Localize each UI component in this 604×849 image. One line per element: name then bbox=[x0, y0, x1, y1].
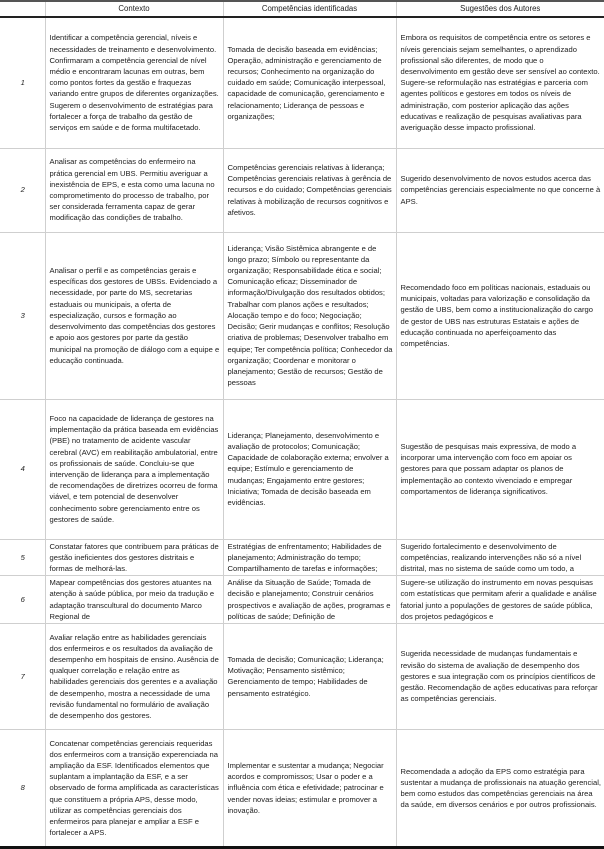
cell-competencias: Liderança; Planejamento, desenvolvimento e avaliação de protocolos; Comunicação; Capacidade de colaboração externa; envolver a equipe; Estímulo e gerenciamento de mudanças; Engajamento entre gestores; Iniciativa; Tomada de decisão baseada em evidências. bbox=[223, 399, 396, 539]
table-row bbox=[0, 148, 604, 232]
cell-contexto: Constatar fatores que contribuem para práticas de gestão ineficientes dos gestores distritais e formas de melhorá-las. bbox=[45, 539, 223, 576]
cell-contexto: Mapear competências dos gestores atuantes na atenção à saúde pública, por meio da tradução e adaptação transcultural do documento Marco Regional de bbox=[45, 576, 223, 624]
cell-sugestoes: Sugerido desenvolvimento de novos estudos acerca das competências gerenciais especialmente no que concerne à APS. bbox=[396, 148, 604, 232]
cell-contexto: Foco na capacidade de liderança de gestores na implementação da prática baseada em evidências (PBE) no tratamento de acidente vascular cerebral (AVC) em reabilitação ambulatorial, entre os profissionais de saúde. Concluiu-se que intervenção de liderança para a implementação de recomendações de diretrizes ocorreu de forma viável, e tem potencial de desenvolver conhecimento sobre gerenciamento entre os gestores de saúde. bbox=[45, 399, 223, 539]
row-number: 3 bbox=[0, 232, 45, 399]
table-row bbox=[0, 232, 604, 399]
row-number: 8 bbox=[0, 729, 45, 847]
cell-sugestoes: Sugerido fortalecimento e desenvolvimento de competências, realizando intervenções não só a nível distrital, mas no sistema de saúde como um todo, a bbox=[396, 539, 604, 576]
cell-sugestoes: Embora os requisitos de competência entre os setores e níveis gerenciais sejam semelhantes, o aprendizado profissional são diferentes, de modo que o desenvolvimento em gestão deve ser sensível ao contexto. Sugere-se reformulação nas estratégias e parceria com agentes políticos e gestores em todos os níveis de administração, com posterior aplicação das ações educativas e realização de pesquisas avaliativas para averiguação desse impacto profissional. bbox=[396, 17, 604, 148]
cell-contexto: Avaliar relação entre as habilidades gerenciais dos enfermeiros e os resultados da avaliação de desempenho em hospitais de ensino. Ausência de qualquer correlação e relação entre as habilidades gerenciais dos gerentes e a avaliação de desempenho, mostra a necessidade de uma revisão fundamental no formulário de avaliação de desempenho dos gestores. bbox=[45, 623, 223, 729]
row-number: 5 bbox=[0, 539, 45, 576]
cell-sugestoes: Sugere-se utilização do instrumento em novas pesquisas com estatísticas que permitam aferir a qualidade e análise fatorial junto a populações de gestores de saúde pública, dos projetos pedagógicos e bbox=[396, 576, 604, 624]
table-row bbox=[0, 399, 604, 539]
cell-competencias: Implementar e sustentar a mudança; Negociar acordos e compromissos; Usar o poder e a influência com ética e efetividade; patrocinar e vender novas ideias; estimular e promover a inovação. bbox=[223, 729, 396, 847]
cell-competencias: Estratégias de enfrentamento; Habilidades de planejamento; Administração do tempo; Compartilhamento de tarefas e informações; bbox=[223, 539, 396, 576]
cell-sugestoes: Recomendada a adoção da EPS como estratégia para sustentar a mudança de profissionais na atuação gerencial, bem como estudos das competências gerenciais na área da saúde, em diversos cenários e por outros profissionais. bbox=[396, 729, 604, 847]
cell-sugestoes: Sugerida necessidade de mudanças fundamentais e revisão do sistema de avaliação de desempenho dos gestores e sua integração com os princípios científicos de gestão. Recomendação de ações educativas para reforçar as competências gerenciais. bbox=[396, 623, 604, 729]
row-number: 1 bbox=[0, 17, 45, 148]
table-row bbox=[0, 17, 604, 148]
cell-contexto: Analisar o perfil e as competências gerais e específicas dos gestores de UBSs. Evidenciado a necessidade, por parte do MS, secretarias estaduais ou municipais, a oferta de especialização, cursos e formação ao desenvolvimento das competências dos gestores e apoio aos gestores por parte da gestão municipal na promoção de diálogo com a equipe e educação continuada. bbox=[45, 232, 223, 399]
cell-contexto: Concatenar competências gerenciais requeridas dos enfermeiros com a transição experenciada na ampliação da ESF. Identificados elementos que suplantam a implantação da ESF, e a ser observado de forma amplificada as características que constituem a própria APS, desse modo, utilizar as competências gerenciais dos enfermeiros para planejar e ampliar a ESF e fortalecer a APS. bbox=[45, 729, 223, 847]
row-number: 7 bbox=[0, 623, 45, 729]
cell-sugestoes: Recomendado foco em políticas nacionais, estaduais ou municipais, voltadas para valorização e consolidação da gestão de UBS, bem como a institucionalização do cargo de gestor de UBS nas estruturas Estatais e ações de educação continuada no aperfeiçoamento das competências. bbox=[396, 232, 604, 399]
table-row bbox=[0, 576, 604, 624]
cell-competencias: Análise da Situação de Saúde; Tomada de decisão e planejamento; Construir cenários prospectivos e avaliação de ações, programas e políticas de saúde; Definição de bbox=[223, 576, 396, 624]
header-sugestoes: Sugestões dos Autores bbox=[396, 1, 604, 17]
row-number: 6 bbox=[0, 576, 45, 624]
header-competencias: Competências identificadas bbox=[223, 1, 396, 17]
header-number bbox=[0, 1, 45, 17]
cell-competencias: Liderança; Visão Sistêmica abrangente e de longo prazo; Símbolo ou representante da organização; Responsabilidade ética e social; Comunicação eficaz; Disseminador de informação/Divulgação dos resultados obtidos; Trabalhar com planos ações e resultados; Alocação tempo e do foco; Negociação; Decisão; Gerir mudanças e conflitos; Resolução criativa de problemas; Desenvolver trabalho em equipe; Ter competência política; Conhecedor da organização; Coordenar e monitorar o planejamento; Gestão de recursos; Gestão de pessoas bbox=[223, 232, 396, 399]
row-number: 4 bbox=[0, 399, 45, 539]
row-number: 2 bbox=[0, 148, 45, 232]
cell-competencias: Tomada de decisão baseada em evidências; Operação, administração e gerenciamento de recursos; Conhecimento na organização do cuidado em saúde; Comunicação interpessoal, capacidade de comunicação, gerenciamento e relacionamento; Liderança de pessoas e organizações; bbox=[223, 17, 396, 148]
header-contexto: Contexto bbox=[45, 1, 223, 17]
table-row bbox=[0, 539, 604, 576]
cell-sugestoes: Sugestão de pesquisas mais expressiva, de modo a incorporar uma intervenção com foco em apoiar os gestores para que possam adaptar os planos de implementação ao contexto vivenciado e empregar comportamentos de liderança significativos. bbox=[396, 399, 604, 539]
cell-contexto: Analisar as competências do enfermeiro na prática gerencial em UBS. Permitiu averiguar a inexistência de EPS, e esta como uma lacuna no comprometimento do processo de trabalho, por ser considerada ferramenta capaz de gerar modificação das condições de trabalho. bbox=[45, 148, 223, 232]
cell-contexto: Identificar a competência gerencial, níveis e necessidades de treinamento e desenvolvimento. Confirmaram a competência gerencial de nível médio e encontraram lacunas em outras, bem como pontos fortes da gestão e fraquezas variando entre grupos de diferentes organizações. Sugerem o desenvolvimento de estratégias para fortalecer a força de trabalho da gestão de serviços em saúde e de forma multifacetado. bbox=[45, 17, 223, 148]
table-row bbox=[0, 729, 604, 847]
cell-competencias: Competências gerenciais relativas à liderança; Competências gerenciais relativas à gerência de recursos e do cuidado; Competências gerenciais relativas à mobilização de recursos cognitivos e afetivos. bbox=[223, 148, 396, 232]
cell-competencias: Tomada de decisão; Comunicação; Liderança; Motivação; Pensamento sistêmico; Gerenciamento de tempo; Habilidades de pensamento estratégico. bbox=[223, 623, 396, 729]
table-header-row bbox=[0, 1, 604, 17]
table-row bbox=[0, 623, 604, 729]
